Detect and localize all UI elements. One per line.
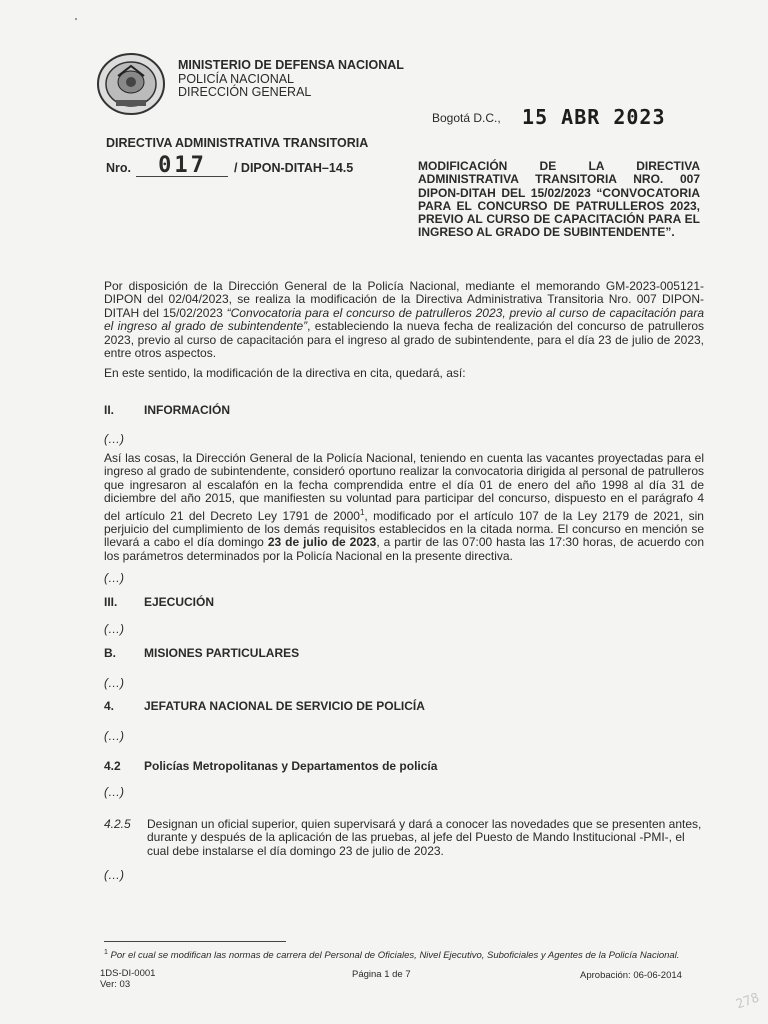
section-title: INFORMACIÓN — [144, 403, 230, 417]
document-subject: MODIFICACIÓN DE LA DIRECTIVA ADMINISTRATIVA TRANSITORIA NRO. 007 DIPON-DITAH DEL 15/02/2023 “CONVOCATORIA PARA EL CONCURSO DE PATRULLEROS 2023, PREVIO AL CURSO DE CAPACITACIÓN PARA EL INGRESO AL GRADO DE SUBINTENDENTE”. — [418, 159, 700, 240]
omission-mark: (…) — [104, 571, 124, 585]
number-suffix: / DIPON-DITAH–14.5 — [233, 161, 354, 175]
intro-paragraph — [104, 280, 704, 360]
footer-version: Ver: 03 — [100, 979, 131, 990]
ministry-name: MINISTERIO DE DEFENSA NACIONAL — [178, 58, 404, 72]
scan-speck — [75, 18, 77, 20]
intro-text-italic: “Convocatoria para el concurso de patrulleros 2023, previo al curso de capacitación para el ingreso al grado de subintendente” — [104, 305, 704, 334]
footnote-text: Por el cual se modifican las normas de carrera del Personal de Oficiales, Nivel Ejecutivo, Suboficiales y Agentes de la Policía Nacional. — [107, 950, 680, 962]
footnote-ref: 1 — [359, 507, 365, 517]
police-seal-logo — [96, 52, 166, 118]
info-text-a: Así las cosas, la Dirección General de la Policía Nacional, teniendo en cuenta las vacantes proyectadas para el ingreso al grado de subintendente, consideró oportuno realizar la convocatoria dirigida al personal de patrulleros que ingresaron al escalafón en la fecha comprendida entre el día 01 de enero del año 1998 al día 31 de diciembre del año 2015, que manifiesten su voluntad para participar del concurso, dispuesto en el parágrafo 4 del artículo 21 del Decreto Ley 1791 de 2000 — [104, 451, 704, 523]
section-number: B. — [104, 646, 116, 660]
section-number: 4.2 — [104, 759, 121, 773]
omission-mark: (…) — [104, 868, 124, 882]
section-jefatura — [104, 700, 704, 713]
information-paragraph — [104, 452, 704, 563]
document-number — [106, 153, 354, 178]
footer-code-block — [100, 968, 155, 990]
section-number: 4. — [104, 699, 115, 713]
item-text: Designan un oficial superior, quien supervisará y dará a conocer las novedades que se presenten antes, durante y después de la aplicación de las pruebas, al jefe del Puesto de Mando Institucional -PMI-, el cual debe instalarse el día domingo 23 de julio de 2023. — [147, 817, 702, 858]
section-ejecucion — [104, 596, 704, 609]
omission-mark: (…) — [104, 622, 124, 636]
footer-code: 1DS-DI-0001 — [100, 968, 156, 979]
document-type: DIRECTIVA ADMINISTRATIVA TRANSITORIA — [106, 136, 369, 150]
date-place: Bogotá D.C., — [432, 111, 501, 125]
footer-approval: Aprobación: 06-06-2014 — [580, 970, 682, 981]
omission-mark: (…) — [104, 785, 124, 799]
item-4-2-5 — [104, 818, 704, 858]
omission-mark: (…) — [104, 729, 124, 743]
section-title: MISIONES PARTICULARES — [144, 646, 300, 660]
intro-paragraph-2: En este sentido, la modificación de la directiva en cita, quedará, así: — [104, 366, 466, 380]
footnote-divider — [104, 941, 286, 942]
footnote — [104, 947, 704, 961]
section-policias-metropolitanas — [104, 760, 704, 773]
institution-header — [178, 59, 404, 100]
number-prefix: Nro. — [106, 161, 131, 175]
info-text-c: , a partir de las 07:00 hasta las 17:30 horas, de acuerdo con los parámetros determinados por la Policía Nacional en la presente directiva. — [104, 535, 704, 563]
intro-text-b: , estableciendo la nueva fecha de realización del concurso de patrulleros 2023, previo al curso de capacitación para el ingreso al grado de subintendente, para el día 23 de julio de 2023, entre otros aspectos. — [104, 319, 704, 361]
item-number: 4.2.5 — [104, 817, 131, 831]
section-title: Policías Metropolitanas y Departamentos de policía — [144, 759, 438, 773]
section-title: JEFATURA NACIONAL DE SERVICIO DE POLICÍA — [144, 699, 425, 713]
section-misiones — [104, 647, 704, 660]
omission-mark: (…) — [104, 676, 124, 690]
number-value: 017 — [136, 156, 228, 177]
info-text-b: , modificado por el artículo 107 de la Ley 2179 de 2021, sin perjuicio del cumplimiento de los demás requisitos establecidos en la citada norma. El concurso en mención se llevará a cabo el día domingo — [104, 508, 704, 550]
direction-name: DIRECCIÓN GENERAL — [178, 85, 312, 99]
section-informacion — [104, 404, 704, 417]
omission-mark: (…) — [104, 432, 124, 446]
document-date — [432, 103, 666, 127]
page-stamp: 278 — [734, 990, 762, 1013]
date-stamp: 15 ABR 2023 — [522, 105, 666, 129]
section-number: III. — [104, 595, 118, 609]
intro-text-a: Por disposición de la Dirección General de la Policía Nacional, mediante el memorando GM-2023-005121-DIPON del 02/04/2023, se realiza la modificación de la Directiva Administrativa Transitoria Nro. 007 DIPON-DITAH del 15/02/2023 — [104, 279, 704, 320]
section-number: II. — [104, 403, 115, 417]
footnote-mark: 1 — [104, 949, 108, 956]
info-text-bold: 23 de julio de 2023 — [267, 535, 377, 550]
police-name: POLICÍA NACIONAL — [178, 71, 295, 86]
section-title: EJECUCIÓN — [144, 595, 215, 609]
footer-page: Página 1 de 7 — [352, 969, 411, 980]
